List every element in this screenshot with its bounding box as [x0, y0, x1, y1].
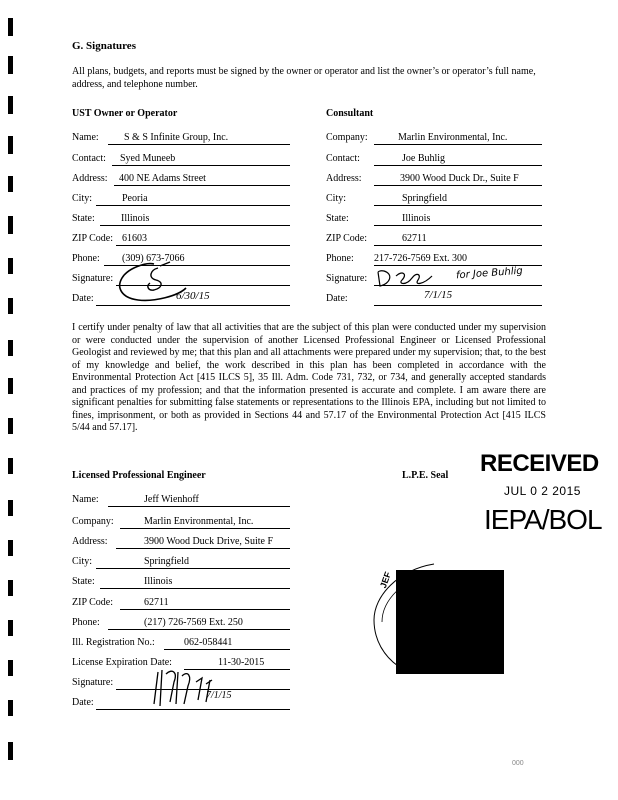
engineer-state-line [100, 588, 290, 589]
engineer-date-value: 7/1/15 [206, 690, 232, 701]
page-number: 000 [512, 760, 524, 767]
engineer-address-value: 3900 Wood Duck Drive, Suite F [144, 536, 274, 547]
engineer-address-line [116, 548, 290, 549]
engineer-date-label: Date: [72, 697, 94, 708]
owner-contact-line [112, 165, 290, 166]
engineer-registration-line [164, 649, 290, 650]
engineer-name-value: Jeff Wienhoff [144, 494, 199, 505]
owner-contact-value: Syed Muneeb [120, 153, 176, 164]
engineer-company-label: Company: [72, 516, 114, 527]
owner-name-line [108, 144, 290, 145]
consultant-zip-label: ZIP Code: [326, 233, 368, 244]
seal-redaction-block [396, 570, 504, 674]
engineer-zip-line [120, 609, 290, 610]
consultant-city-line [374, 205, 542, 206]
engineer-state-value: Illinois [144, 576, 173, 587]
owner-address-label: Address: [72, 173, 108, 184]
consultant-state-label: State: [326, 213, 349, 224]
engineer-seal-label: L.P.E. Seal [402, 470, 449, 481]
engineer-company-line [120, 528, 290, 529]
received-stamp-agency: IEPA/BOL [484, 504, 602, 535]
consultant-state-value: Illinois [402, 213, 431, 224]
consultant-address-line [374, 185, 542, 186]
engineer-phone-label: Phone: [72, 617, 100, 628]
certification-paragraph: I certify under penalty of law that all activities that are the subject of this plan were conducted under my supervision or were conducted under the supervision of another Licensed Professional Engineer or Licensed Professional Geologist and reviewed by me; that this plan and all attachments were prepared under my supervision; that, to the best of my knowledge and belief, the work described in this plan has been completed in accordance with the Environmental Protection Act [415 ILCS 5], 35 Ill. Adm. Code 731, 732, or 734, and generally accepted standards and practices of my profession; and that the information presented is accurate and complete. I am aware there are significant penalties for submitting false statements or representations to the Illinois EPA, including but not limited to fines, imprisonment, or both as provided in Sections 44 and 57.17 of the Environmental Protection Act [415 ILCS 5/44 and 57.17]. [72, 322, 546, 433]
engineer-phone-line [108, 629, 290, 630]
owner-zip-label: ZIP Code: [72, 233, 114, 244]
owner-phone-label: Phone: [72, 253, 100, 264]
consultant-contact-value: Joe Buhlig [402, 153, 446, 164]
owner-city-value: Peoria [122, 193, 148, 204]
owner-phone-value: (309) 673-7066 [122, 253, 185, 264]
owner-name-label: Name: [72, 132, 99, 143]
owner-heading: UST Owner or Operator [72, 108, 178, 119]
consultant-date-line [374, 305, 542, 306]
intro-paragraph: All plans, budgets, and reports must be signed by the owner or operator and list the owner’s or operator’s full name, address, and telephone number. [72, 66, 536, 90]
consultant-signature-note: for Joe Buhlig [455, 265, 524, 282]
engineer-company-value: Marlin Environmental, Inc. [144, 516, 254, 527]
owner-date-line [96, 305, 290, 306]
owner-signature-label: Signature: [72, 273, 114, 284]
owner-city-line [96, 205, 290, 206]
engineer-name-label: Name: [72, 494, 99, 505]
owner-date-label: Date: [72, 293, 94, 304]
consultant-state-line [374, 225, 542, 226]
consultant-company-line [374, 144, 542, 145]
consultant-address-label: Address: [326, 173, 362, 184]
consultant-date-value: 7/1/15 [424, 289, 453, 301]
consultant-zip-value: 62711 [402, 233, 427, 244]
consultant-city-value: Springfield [402, 193, 447, 204]
consultant-heading: Consultant [326, 108, 374, 119]
engineer-city-line [96, 568, 290, 569]
consultant-address-value: 3900 Wood Duck Dr., Suite F [400, 173, 519, 184]
owner-name-value: S & S Infinite Group, Inc. [124, 132, 229, 143]
consultant-company-label: Company: [326, 132, 368, 143]
engineer-address-label: Address: [72, 536, 108, 547]
engineer-registration-label: Ill. Registration No.: [72, 637, 155, 648]
engineer-seal-fragment: JEF [378, 570, 394, 590]
owner-address-value: 400 NE Adams Street [119, 173, 206, 184]
owner-state-value: Illinois [121, 213, 150, 224]
engineer-expiration-value: 11-30-2015 [218, 657, 265, 668]
owner-date-value: 6/30/15 [176, 290, 210, 302]
consultant-contact-line [374, 165, 542, 166]
engineer-expiration-label: License Expiration Date: [72, 657, 172, 668]
consultant-city-label: City: [326, 193, 347, 204]
engineer-name-line [108, 506, 290, 507]
engineer-registration-value: 062-058441 [184, 637, 233, 648]
owner-zip-value: 61603 [122, 233, 147, 244]
consultant-signature-label: Signature: [326, 273, 368, 284]
engineer-city-value: Springfield [144, 556, 189, 567]
consultant-date-label: Date: [326, 293, 348, 304]
engineer-signature-image [148, 664, 238, 710]
engineer-zip-label: ZIP Code: [72, 597, 114, 608]
engineer-signature-label: Signature: [72, 677, 114, 688]
owner-address-line [114, 185, 290, 186]
consultant-company-value: Marlin Environmental, Inc. [398, 132, 508, 143]
engineer-phone-value: (217) 726-7569 Ext. 250 [144, 617, 243, 628]
owner-contact-label: Contact: [72, 153, 106, 164]
engineer-zip-value: 62711 [144, 597, 169, 608]
engineer-state-label: State: [72, 576, 95, 587]
owner-city-label: City: [72, 193, 93, 204]
consultant-phone-label: Phone: [326, 253, 354, 264]
engineer-city-label: City: [72, 556, 93, 567]
received-stamp-title: RECEIVED [480, 450, 599, 477]
consultant-contact-label: Contact: [326, 153, 360, 164]
section-title: G. Signatures [72, 40, 136, 52]
margin-registration-marks [0, 0, 14, 800]
owner-state-label: State: [72, 213, 95, 224]
owner-state-line [100, 225, 290, 226]
consultant-phone-value: 217-726-7569 Ext. 300 [374, 253, 468, 264]
consultant-zip-line [374, 245, 542, 246]
received-stamp-date: JUL 0 2 2015 [504, 484, 581, 498]
engineer-heading: Licensed Professional Engineer [72, 470, 206, 481]
owner-zip-line [116, 245, 290, 246]
engineer-date-line [96, 709, 290, 710]
